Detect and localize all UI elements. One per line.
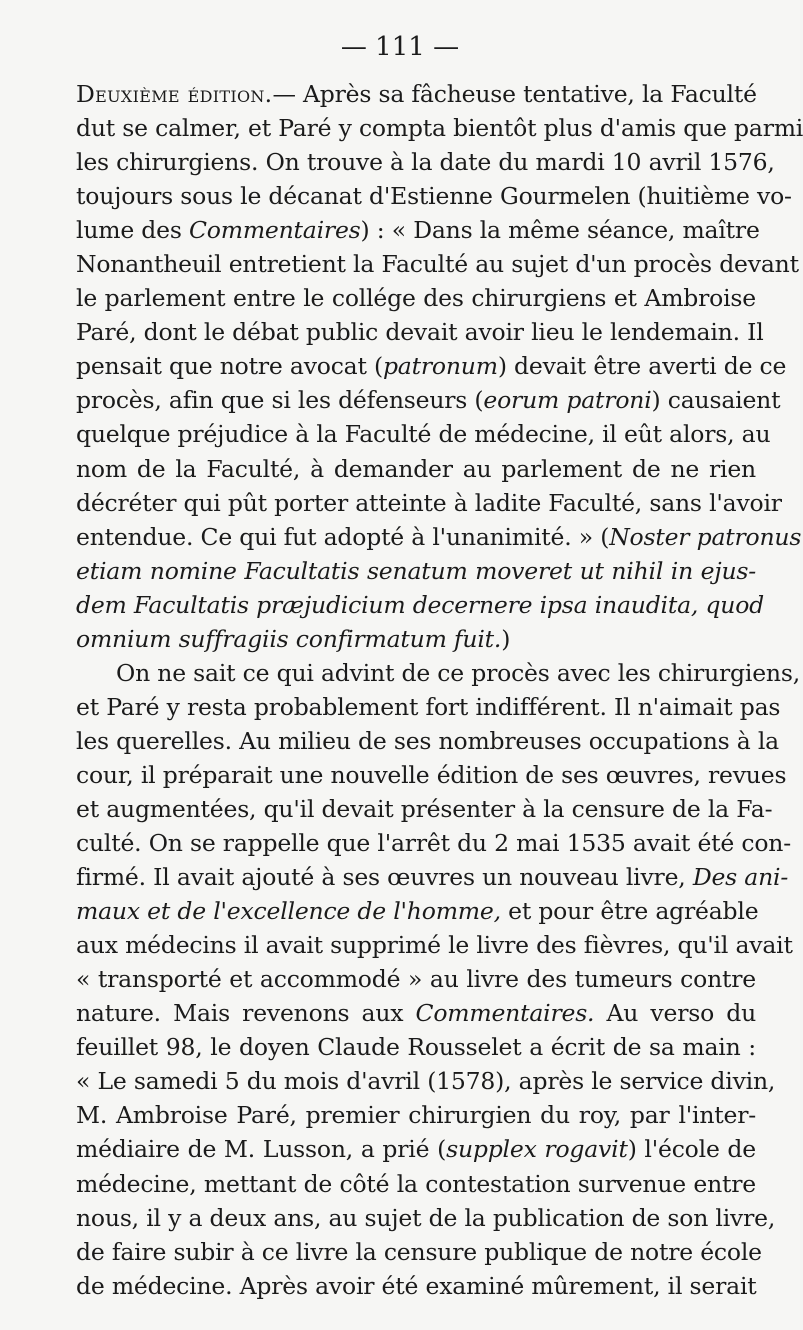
text-line [76, 826, 791, 860]
text-run: M. Ambroise Paré, premier chirurgien du roy, par l'inter- [76, 1101, 756, 1130]
text-run: et pour être agréable [500, 897, 759, 926]
text-run: médiaire de M. Lusson, a prié ( [76, 1135, 447, 1164]
text-line [76, 690, 781, 724]
text-run: décréter qui pût porter atteinte à ladite Faculté, sans l'avoir [76, 488, 782, 517]
text-run: de médecine. Après avoir été examiné mûrement, il serait [76, 1271, 757, 1300]
text-run: lume des [76, 216, 189, 245]
text-line [76, 724, 779, 758]
text-run: ) [501, 624, 511, 653]
page-number: — 111 — [340, 32, 460, 62]
text-run: entendue. Ce qui fut adopté à l'unanimité. » ( [76, 522, 610, 551]
text-line [76, 315, 764, 349]
text-run: ) : « Dans la même séance, maître [360, 216, 760, 245]
text-run: ) devait être averti de ce [497, 352, 787, 381]
text-run: nous, il y a deux ans, au sujet de la publication de son livre, [76, 1203, 776, 1232]
text-run: procès, afin que si les défenseurs ( [76, 386, 484, 415]
text-line [76, 77, 756, 111]
text-run: ) causaient [651, 386, 781, 415]
text-line [76, 1269, 756, 1303]
text-run: nature. Mais revenons aux [76, 999, 416, 1028]
italic-run: etiam nomine Facultatis senatum moveret ut nihil in ejus- [76, 556, 756, 585]
text-run: pensait que notre avocat ( [76, 352, 383, 381]
text-line [76, 656, 800, 690]
text-run: aux médecins il avait supprimé le livre des fièvres, qu'il avait [76, 931, 793, 960]
text-line [76, 554, 756, 588]
text-line [76, 145, 775, 179]
text-line [76, 622, 756, 656]
text-run: de faire subir à ce livre la censure publique de notre école [76, 1237, 762, 1266]
italic-run: Commentaires. [415, 999, 595, 1028]
text-run: dut se calmer, et Paré y compta bientôt plus d'amis que parmi [76, 114, 803, 143]
italic-run: Des ani- [692, 863, 789, 892]
text-run: médecine, mettant de côté la contestation survenue entre [76, 1169, 756, 1198]
italic-run: maux et de l'excellence de l'homme, [76, 897, 501, 926]
italic-run: omnium suffragiis confirmatum fuit. [76, 624, 502, 653]
text-line [76, 860, 789, 894]
text-run: feuillet 98, le doyen Claude Rousselet a écrit de sa main : [76, 1033, 756, 1062]
text-line [76, 1064, 776, 1098]
text-line [76, 417, 771, 451]
small-caps-run: Deuxième édition. [76, 80, 273, 108]
text-line [76, 247, 799, 281]
text-line [76, 281, 756, 315]
text-line [76, 383, 781, 417]
text-run: — Après sa fâcheuse tentative, la Faculté [272, 80, 757, 108]
italic-run: Commentaires [189, 216, 361, 245]
text-line [76, 1030, 756, 1064]
text-line [76, 758, 787, 792]
text-run: Au verso du [594, 999, 756, 1028]
text-line [76, 1235, 762, 1269]
text-line [76, 792, 773, 826]
text-run: cour, il préparait une nouvelle édition de ses œuvres, revues [76, 760, 787, 789]
text-line [76, 1201, 776, 1235]
text-line [76, 928, 793, 962]
text-run: Nonantheuil entretient la Faculté au sujet d'un procès devant [76, 250, 799, 279]
text-run: On ne sait ce qui advint de ce procès avec les chirurgiens, [116, 658, 800, 687]
text-run: toujours sous le décanat d'Estienne Gourmelen (huitième vo- [76, 182, 792, 211]
italic-run: patronum [382, 352, 498, 381]
text-run: et augmentées, qu'il devait présenter à la censure de la Fa- [76, 794, 773, 823]
text-run: et Paré y resta probablement fort indifférent. Il n'aimait pas [76, 692, 781, 721]
text-run: firmé. Il avait ajouté à ses œuvres un nouveau livre, [76, 863, 693, 892]
italic-run: Noster patronus [609, 522, 802, 551]
body-text [76, 77, 803, 1303]
text-line [76, 349, 787, 383]
text-line [76, 996, 756, 1030]
text-line [76, 520, 802, 554]
text-run: Paré, dont le débat public devait avoir lieu le lendemain. Il [76, 318, 764, 347]
text-run: les chirurgiens. On trouve à la date du mardi 10 avril 1576, [76, 148, 775, 177]
text-run: « Le samedi 5 du mois d'avril (1578), après le service divin, [76, 1067, 776, 1096]
text-line [76, 111, 803, 145]
italic-run: eorum patroni [483, 386, 652, 415]
text-line [76, 213, 760, 247]
text-line [76, 1098, 756, 1132]
text-line [76, 452, 756, 486]
text-run: les querelles. Au milieu de ses nombreuses occupations à la [76, 726, 779, 755]
text-run: ) l'école de [627, 1135, 756, 1164]
text-line [76, 179, 792, 213]
italic-run: dem Facultatis præjudicium decernere ipsa inaudita, quod [76, 590, 765, 619]
text-run: le parlement entre le collége des chirurgiens et Ambroise [76, 284, 756, 313]
text-run: nom de la Faculté, à demander au parlement de ne rien [76, 454, 756, 483]
text-line [76, 1132, 756, 1166]
text-line [76, 1167, 756, 1201]
text-line [76, 894, 759, 928]
text-line [76, 962, 756, 996]
text-line [76, 486, 782, 520]
text-line [76, 588, 765, 622]
text-run: culté. On se rappelle que l'arrêt du 2 mai 1535 avait été con- [76, 829, 791, 858]
text-run: « transporté et accommodé » au livre des tumeurs contre [76, 965, 756, 994]
text-run: quelque préjudice à la Faculté de médecine, il eût alors, au [76, 420, 771, 449]
italic-run: supplex rogavit [446, 1135, 628, 1164]
